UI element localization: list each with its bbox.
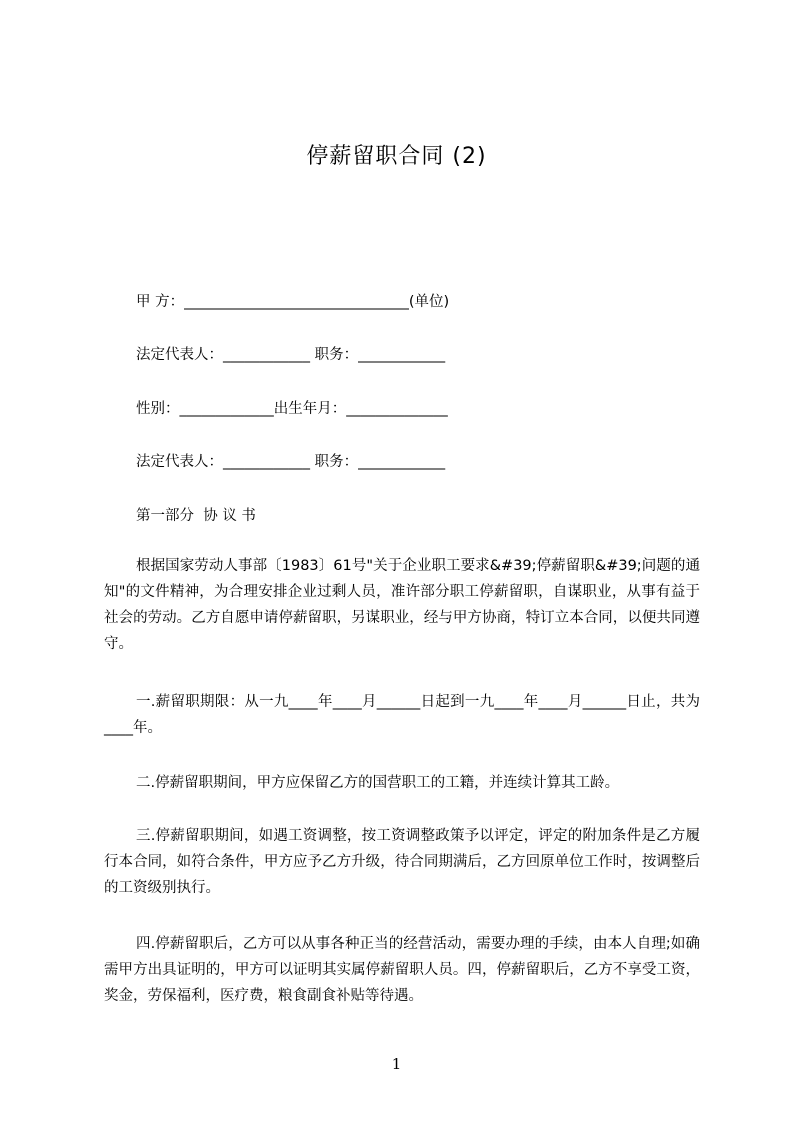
section-heading: 第一部分 协 议 书 bbox=[136, 508, 256, 524]
page-number: 1 bbox=[391, 1055, 402, 1073]
clause-3-paragraph: 三.停薪留职期间，如遇工资调整，按工资调整政策予以评定，评定的附加条件是乙方履行本合同，如符合条件，甲方应予乙方升级，待合同期满后，乙方回原单位工作时，按调整后的工资级别执行。 bbox=[104, 828, 700, 896]
legal-representative-field-2: 法定代表人：____________ 职务：____________ bbox=[136, 454, 446, 470]
preamble-paragraph: 根据国家劳动人事部〔1983〕61号"关于企业职工要求&#39;停薪留职&#39;问题的通知"的文件精神，为合理安排企业过剩人员，准许部分职工停薪留职，自谋职业，从事有益于社会的劳动。乙方自愿申请停薪留职，另谋职业，经与甲方协商，特订立本合同，以便共同遵守。 bbox=[104, 558, 700, 652]
clause-2-paragraph: 二.停薪留职期间，甲方应保留乙方的国营职工的工籍，并连续计算其工龄。 bbox=[136, 775, 620, 791]
document-title: 停薪留职合同 (2) bbox=[306, 144, 487, 169]
gender-birthdate-field: 性别：_____________出生年月：______________ bbox=[136, 401, 448, 417]
legal-representative-field: 法定代表人：____________ 职务：____________ bbox=[136, 347, 446, 363]
clause-4-paragraph: 四.停薪留职后，乙方可以从事各种正当的经营活动，需要办理的手续，由本人自理;如确需甲方出具证明的，甲方可以证明其实属停薪留职人员。四，停薪留职后，乙方不享受工资，奖金，劳保福利，医疗费，粮食副食补贴等待遇。 bbox=[104, 936, 700, 1004]
clause-1-paragraph: 一.薪留职期限：从一九____年____月______日起到一九____年____月______日止，共为____年。 bbox=[104, 694, 700, 736]
party-a-field: 甲 方：_______________________________(单位) bbox=[136, 294, 450, 310]
